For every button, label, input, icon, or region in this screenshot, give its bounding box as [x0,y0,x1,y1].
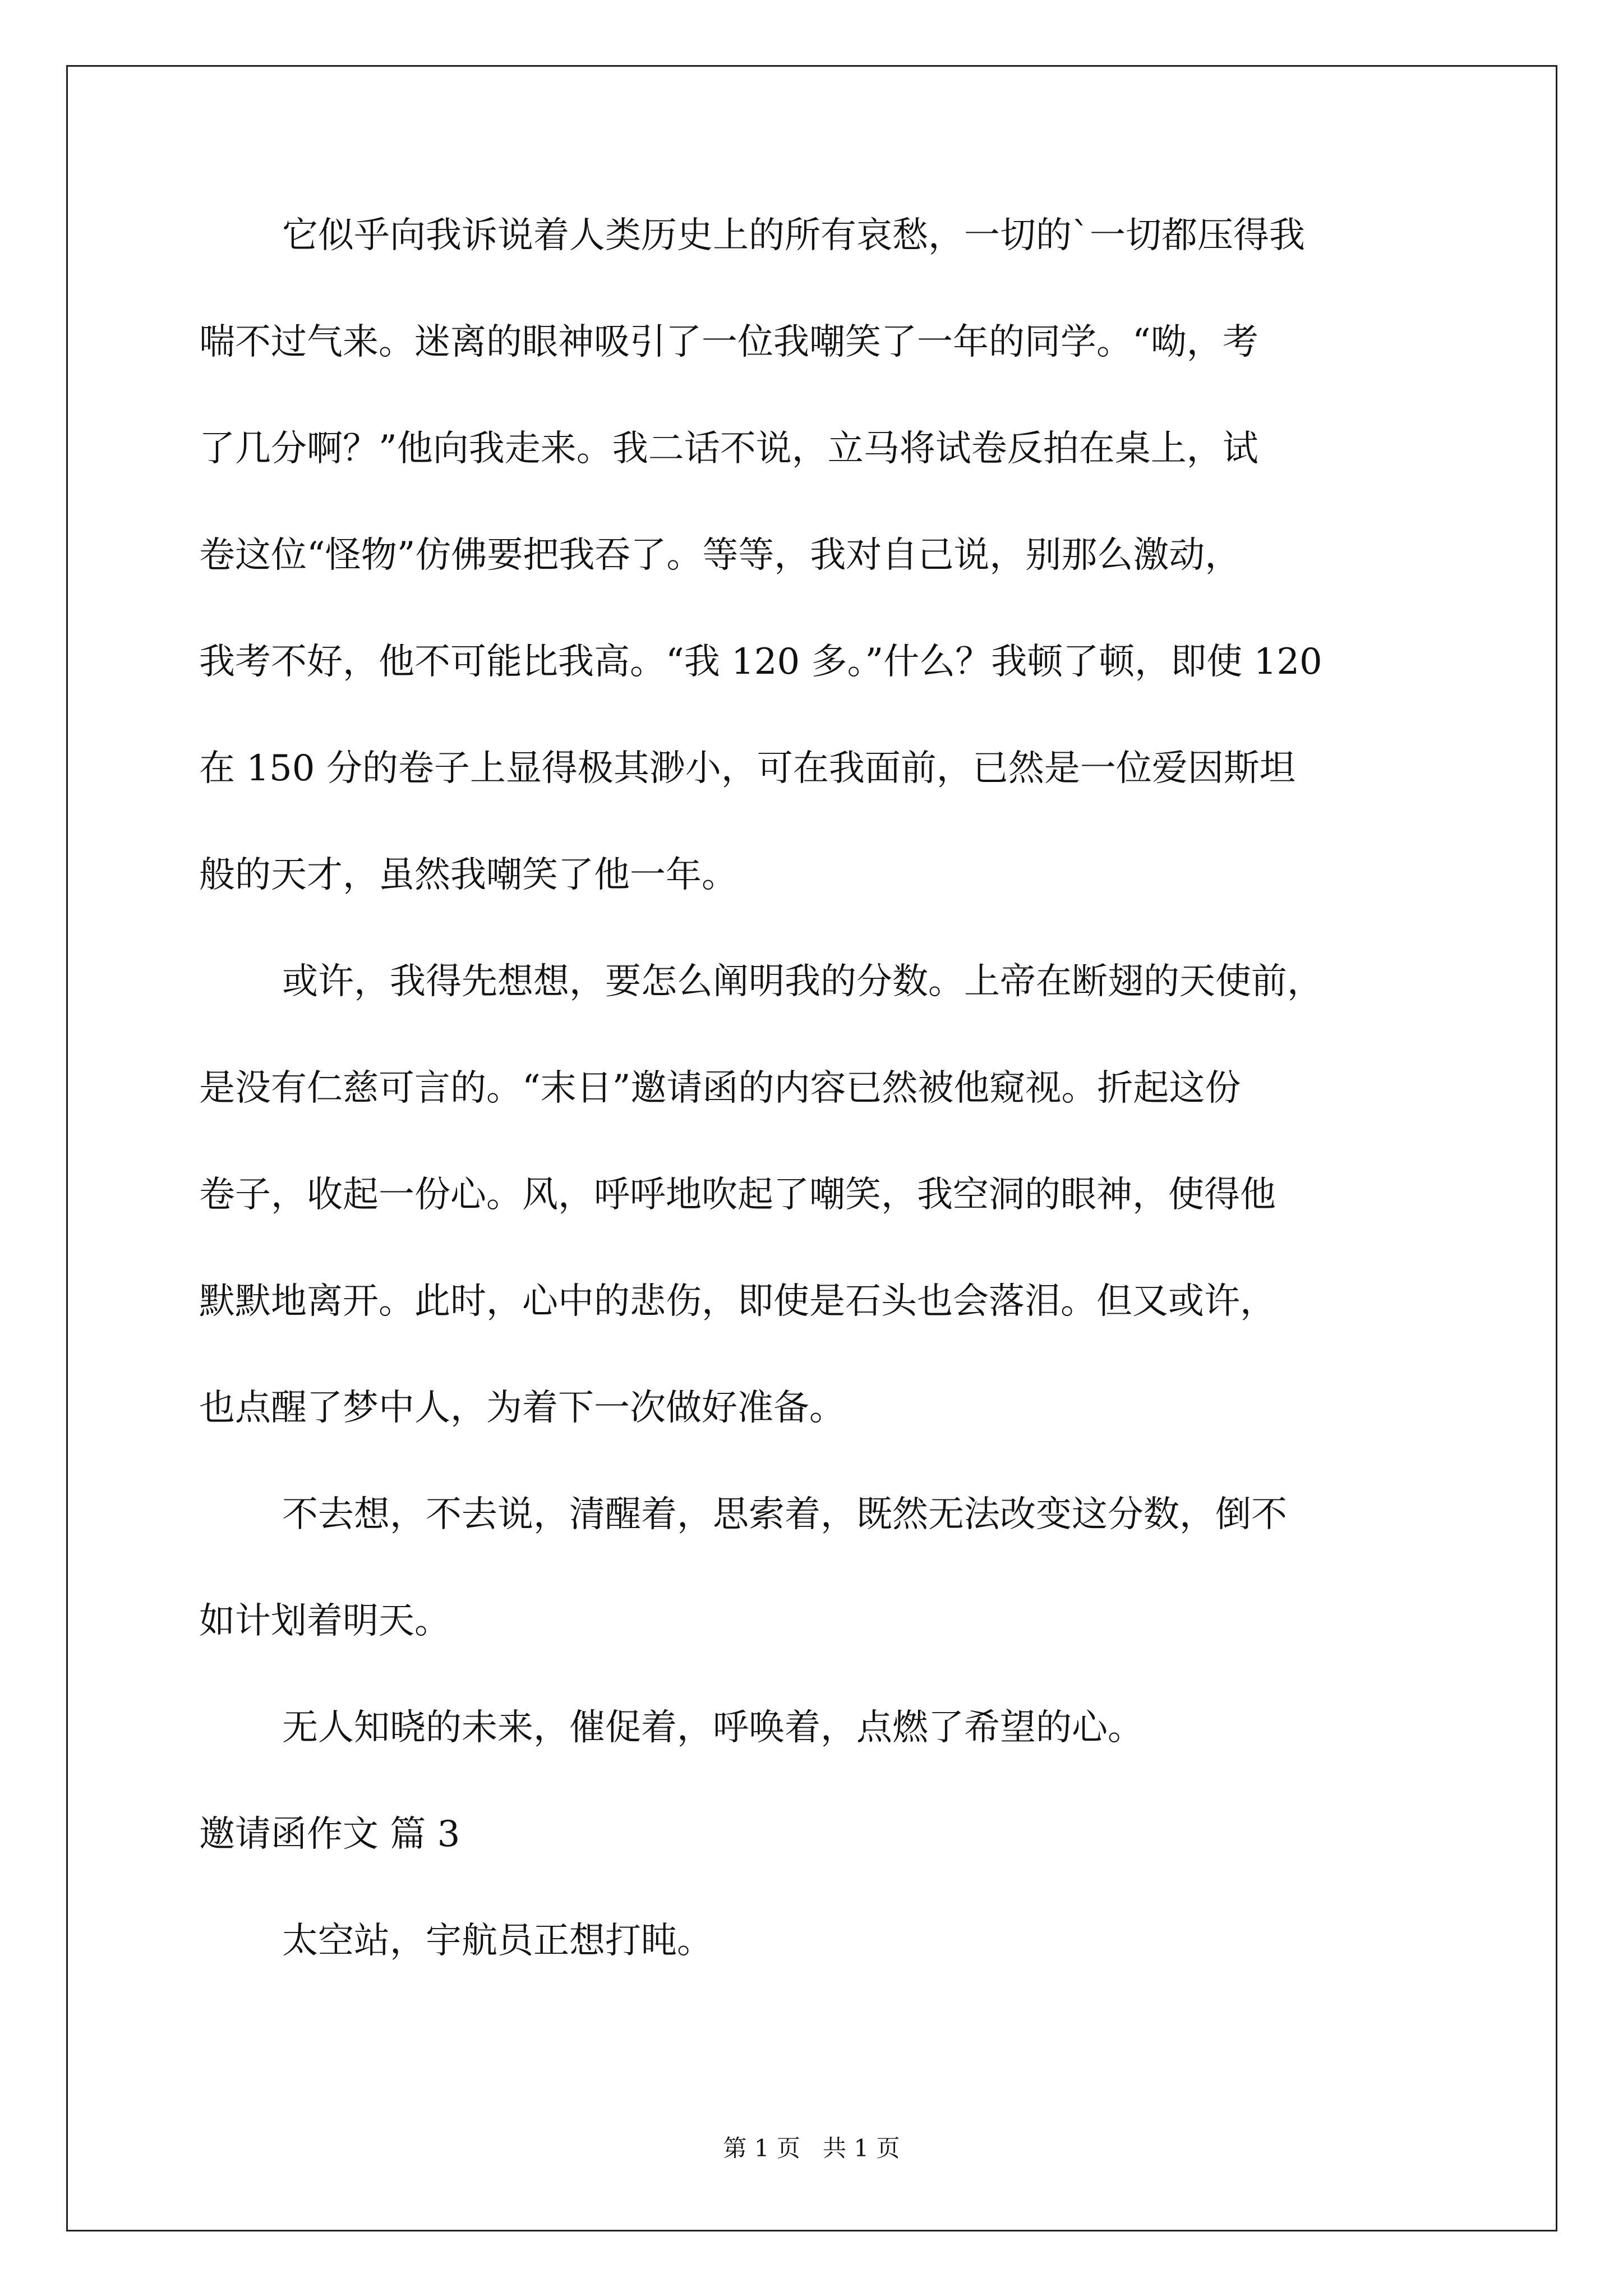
paragraph-line: 不去想，不去说，清醒着，思索着，既然无法改变这分数，倒不 [282,1494,1287,1535]
paragraph-line: 或许，我得先想想，要怎么阐明我的分数。上帝在断翅的天使前， [282,961,1323,1002]
paragraph-line: 它似乎向我诉说着人类历史上的所有哀愁，一切的`一切都压得我 [282,215,1305,256]
paragraph-line: 如计划着明天。 [199,1600,450,1642]
paragraph-line: 是没有仁慈可言的。“末日”邀请函的内容已然被他窥视。折起这份 [199,1068,1241,1109]
paragraph-line: 喘不过气来。迷离的眼神吸引了一位我嘲笑了一年的同学。“呦，考 [199,321,1258,363]
paragraph-line: 在 150 分的卷子上显得极其渺小，可在我面前，已然是一位爱因斯坦 [199,748,1295,789]
page-footer: 第 1 页 共 1 页 [723,2134,900,2162]
paragraph-line: 无人知晓的未来，催促着，呼唤着，点燃了希望的心。 [282,1707,1144,1749]
paragraph-line: 太空站，宇航员正想打盹。 [282,1920,713,1962]
paragraph-line: 默默地离开。此时，心中的悲伤，即使是石头也会落泪。但又或许， [199,1281,1276,1322]
section-heading: 邀请函作文 篇 3 [199,1814,460,1855]
paragraph-line: 卷子，收起一份心。风，呼呼地吹起了嘲笑，我空洞的眼神，使得他 [199,1174,1276,1216]
paragraph-line: 也点醒了梦中人，为着下一次做好准备。 [199,1387,845,1429]
page-border [66,65,1557,2231]
paragraph-line: 了几分啊？”他向我走来。我二话不说，立马将试卷反拍在桌上，试 [199,428,1258,470]
paragraph-line: 卷这位“怪物”仿佛要把我吞了。等等，我对自己说，别那么激动， [199,535,1241,576]
paragraph-line: 般的天才，虽然我嘲笑了他一年。 [199,854,737,896]
paragraph-line: 我考不好，他不可能比我高。“我 120 多。”什么？我顿了顿，即使 120 [199,641,1322,683]
